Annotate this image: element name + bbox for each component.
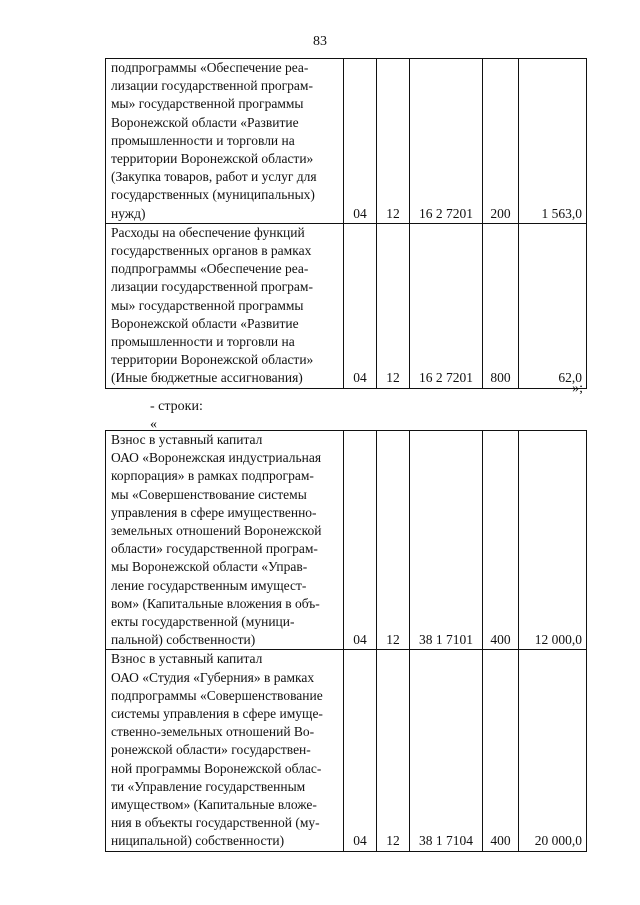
expense-type-code: 400 bbox=[483, 650, 519, 851]
amount: 20 000,0 bbox=[519, 650, 587, 851]
opening-quote: « bbox=[150, 417, 157, 432]
page-number: 83 bbox=[313, 34, 327, 49]
row-description: подпрограммы «Обеспечение реа- лизации государственной програм- мы» государственной программы Воронежской области «Развитие промышленности и торговли на территории Воронежской области» (Закупка товаров, работ и услуг для государственных (муниципальных) нужд) bbox=[106, 59, 344, 224]
amount: 62,0 bbox=[519, 223, 587, 388]
target-article-code: 38 1 7104 bbox=[410, 650, 483, 851]
subsection-code: 12 bbox=[377, 431, 410, 650]
budget-table-top bbox=[105, 58, 587, 389]
closing-quote: »; bbox=[572, 381, 583, 396]
target-article-code: 16 2 7201 bbox=[410, 223, 483, 388]
table-row bbox=[106, 223, 587, 388]
section-code: 04 bbox=[344, 223, 377, 388]
amount: 1 563,0 bbox=[519, 59, 587, 224]
subsection-code: 12 bbox=[377, 59, 410, 224]
section-code: 04 bbox=[344, 59, 377, 224]
table-row bbox=[106, 431, 587, 650]
row-description: Расходы на обеспечение функций государственных органов в рамках подпрограммы «Обеспечение реа- лизации государственной програм- мы» государственной программы Воронежской области «Развитие промышленности и торговли на территории Воронежской области» (Иные бюджетные ассигнования) bbox=[106, 223, 344, 388]
section-code: 04 bbox=[344, 431, 377, 650]
rows-label: - строки: bbox=[150, 399, 203, 414]
row-description: Взнос в уставный капитал ОАО «Студия «Губерния» в рамках подпрограммы «Совершенствование системы управления в сфере имуще- ственно-земельных отношений Во- ронежской области» государствен- ной программы Воронежской облас- ти «Управление государственным имуществом» (Капитальные вложе- ния в объекты государственной (му- ниципальной) собственности) bbox=[106, 650, 344, 851]
table-row bbox=[106, 650, 587, 851]
target-article-code: 16 2 7201 bbox=[410, 59, 483, 224]
amount: 12 000,0 bbox=[519, 431, 587, 650]
expense-type-code: 400 bbox=[483, 431, 519, 650]
budget-table-bottom bbox=[105, 430, 587, 852]
subsection-code: 12 bbox=[377, 223, 410, 388]
section-code: 04 bbox=[344, 650, 377, 851]
expense-type-code: 200 bbox=[483, 59, 519, 224]
table-row bbox=[106, 59, 587, 224]
expense-type-code: 800 bbox=[483, 223, 519, 388]
target-article-code: 38 1 7101 bbox=[410, 431, 483, 650]
row-description: Взнос в уставный капитал ОАО «Воронежская индустриальная корпорация» в рамках подпрограм- мы «Совершенствование системы управления в сфере имущественно- земельных отношений Воронежской области» государственной програм- мы Воронежской области «Управ- ление государственным имущест- вом» (Капитальные вложения в объ- екты государственной (муници- пальной) собственности) bbox=[106, 431, 344, 650]
subsection-code: 12 bbox=[377, 650, 410, 851]
